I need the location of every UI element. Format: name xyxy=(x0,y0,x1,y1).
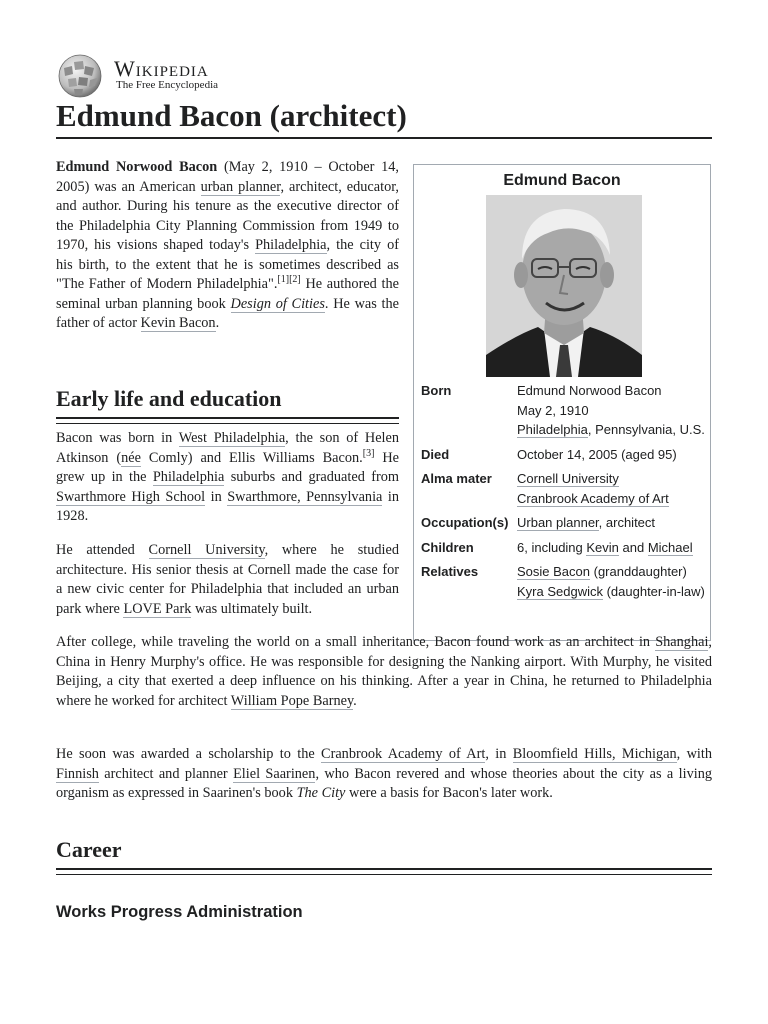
infobox xyxy=(413,164,711,641)
swarthmore-high-school-link[interactable]: Swarthmore High School xyxy=(56,488,206,505)
early-paragraph-1 xyxy=(56,429,399,527)
infobox-row-occupation xyxy=(421,512,707,537)
early-p4-text-6: were a basis for Bacon's later work. xyxy=(345,785,553,801)
finnish-link[interactable]: Finnish xyxy=(56,765,99,782)
wordmark-title: Wikipedia xyxy=(114,56,209,81)
children-and: and xyxy=(618,539,648,555)
citation-3[interactable]: [3] xyxy=(362,447,375,459)
early-paragraph-3 xyxy=(56,633,712,711)
early-p2-text-1: He attended xyxy=(56,542,149,558)
children-kevin-link[interactable]: Kevin xyxy=(586,539,619,555)
died-label: Died xyxy=(421,446,450,462)
relatives-value xyxy=(517,561,707,605)
relatives-label: Relatives xyxy=(421,564,479,579)
wikipedia-globe-logo[interactable] xyxy=(56,54,104,98)
subject-name: Edmund Norwood Bacon xyxy=(56,159,218,175)
section-heading-career: Career xyxy=(56,836,712,870)
early-paragraph-2 xyxy=(56,541,399,619)
early-p1-text-3: Comly) and Ellis Williams Bacon. xyxy=(140,449,363,466)
early-p1-text-5: suburbs and graduated from xyxy=(224,469,400,485)
alma-mater-cornell-link[interactable]: Cornell University xyxy=(517,471,619,486)
early-p3-text-1: After college, while traveling the world on a small inheritance, Bacon found work as an architect in xyxy=(56,634,656,650)
born-place-link[interactable]: Philadelphia xyxy=(517,422,588,437)
cornell-university-link[interactable]: Cornell University xyxy=(148,542,265,558)
page-title: Edmund Bacon (architect) xyxy=(56,96,712,139)
born-value xyxy=(517,380,707,444)
wordmark-tagline: The Free Encyclopedia xyxy=(116,79,219,91)
intro-text-5: . He was the father of actor xyxy=(56,295,400,331)
early-p1-text-1: Bacon was born in xyxy=(56,430,179,446)
philadelphia-suburbs-link[interactable]: Philadelphia xyxy=(152,469,225,485)
alma-mater-label: Alma mater xyxy=(421,471,492,486)
early-p4-text-1: He soon was awarded a scholarship to the xyxy=(56,746,322,762)
born-name: Edmund Norwood Bacon xyxy=(517,383,662,398)
born-date: May 2, 1910 xyxy=(517,402,589,418)
portrait-photo[interactable] xyxy=(486,195,642,377)
relative-sosie-rest: (granddaughter) xyxy=(590,564,687,579)
early-paragraph-4 xyxy=(56,745,712,804)
died-value: October 14, 2005 (aged 95) xyxy=(517,446,677,462)
early-p3-text-2: , China in Henry Murphy's office. He was responsible for designing the Nanking airport. With Murphy, he visited Beijing, a city that exerted a deep influence on his thinking. After a year in China, he returned to Philadelphia where he worked for architect xyxy=(56,634,712,709)
nee-link[interactable]: née xyxy=(121,449,141,466)
early-p4-text-5: , who Bacon revered and whose theories about the city as a living organism as expressed in Saarinen's book xyxy=(56,765,712,801)
shanghai-link[interactable]: Shanghai xyxy=(655,634,709,650)
occupation-value xyxy=(517,512,707,537)
philadelphia-link[interactable]: Philadelphia xyxy=(255,237,327,253)
intro-paragraph xyxy=(56,158,399,334)
occupation-rest: , architect xyxy=(598,515,656,530)
infobox-table xyxy=(421,380,707,605)
love-park-link[interactable]: LOVE Park xyxy=(123,600,192,617)
early-p2-text-3: was ultimately built. xyxy=(191,600,313,617)
infobox-row-relatives xyxy=(421,561,707,605)
early-p1-text-2: , the son of Helen Atkinson ( xyxy=(56,430,400,466)
early-p3-text-3: . xyxy=(353,692,357,709)
born-place-rest: , Pennsylvania, U.S. xyxy=(587,422,705,437)
intro-text-1: (May 2, 1910 – October 14, 2005) was an American xyxy=(56,159,400,195)
the-city-book-title: The City xyxy=(296,785,346,801)
infobox-row-born xyxy=(421,380,707,444)
intro-text-2: , architect, educator, and author. During his tenure as the executive director of the Philadelphia City Planning Commission from 1949 to 1970, his visions shaped today's xyxy=(56,178,399,253)
section-heading-early-life: Early life and education xyxy=(56,385,399,419)
intro-text-4: He authored the seminal urban planning book xyxy=(56,276,399,312)
children-pre: 6, including xyxy=(517,539,587,555)
relative-sosie-link[interactable]: Sosie Bacon xyxy=(517,564,590,579)
kevin-bacon-link[interactable]: Kevin Bacon xyxy=(140,315,216,331)
children-label: Children xyxy=(421,539,474,555)
early-p1-text-6: in xyxy=(205,488,228,505)
subsection-heading-wpa: Works Progress Administration xyxy=(56,903,303,921)
william-pope-barney-link[interactable]: William Pope Barney xyxy=(230,692,354,709)
early-p2-text-2: , where he studied architecture. His senior thesis at Cornell made the case for a new civic center for Philadelphia that included an urban park where xyxy=(56,542,399,617)
early-p4-text-2: , in xyxy=(485,746,513,762)
relative-kyra-link[interactable]: Kyra Sedgwick xyxy=(517,583,603,599)
early-p4-text-4: architect and planner xyxy=(98,765,234,782)
swarthmore-pennsylvania-link[interactable]: Swarthmore, Pennsylvania xyxy=(227,488,383,505)
children-michael-link[interactable]: Michael xyxy=(647,539,693,555)
children-value xyxy=(517,537,707,562)
eliel-saarinen-link[interactable]: Eliel Saarinen xyxy=(233,765,316,782)
intro-text-3: , the city of his birth, to the extent that he is sometimes described as "The Father of Modern Philadelphia". xyxy=(56,237,399,292)
alma-mater-cranbrook-link[interactable]: Cranbrook Academy of Art xyxy=(517,490,669,506)
infobox-row-died xyxy=(421,444,707,469)
cranbrook-academy-link[interactable]: Cranbrook Academy of Art xyxy=(321,746,486,762)
bloomfield-hills-link[interactable]: Bloomfield Hills, Michigan xyxy=(512,746,677,762)
infobox-title: Edmund Bacon xyxy=(503,172,621,189)
infobox-row-alma-mater xyxy=(421,468,707,512)
occupation-link[interactable]: Urban planner xyxy=(517,515,599,530)
design-of-cities-link[interactable]: Design of Cities xyxy=(230,295,325,312)
early-p1-text-4: He grew up in the xyxy=(56,449,400,485)
relative-kyra-rest: (daughter-in-law) xyxy=(602,583,705,599)
occupation-label: Occupation(s) xyxy=(421,515,509,530)
urban-planner-link[interactable]: urban planner xyxy=(200,178,281,195)
born-label: Born xyxy=(421,383,452,398)
alma-mater-value xyxy=(517,468,707,512)
west-philadelphia-link[interactable]: West Philadelphia xyxy=(178,430,286,446)
intro-text-6: . xyxy=(215,315,220,331)
early-p1-text-7: in 1928. xyxy=(56,488,399,524)
early-p4-text-3: , with xyxy=(676,746,712,762)
citation-1-2[interactable]: [1][2] xyxy=(277,274,301,286)
infobox-row-children xyxy=(421,537,707,562)
